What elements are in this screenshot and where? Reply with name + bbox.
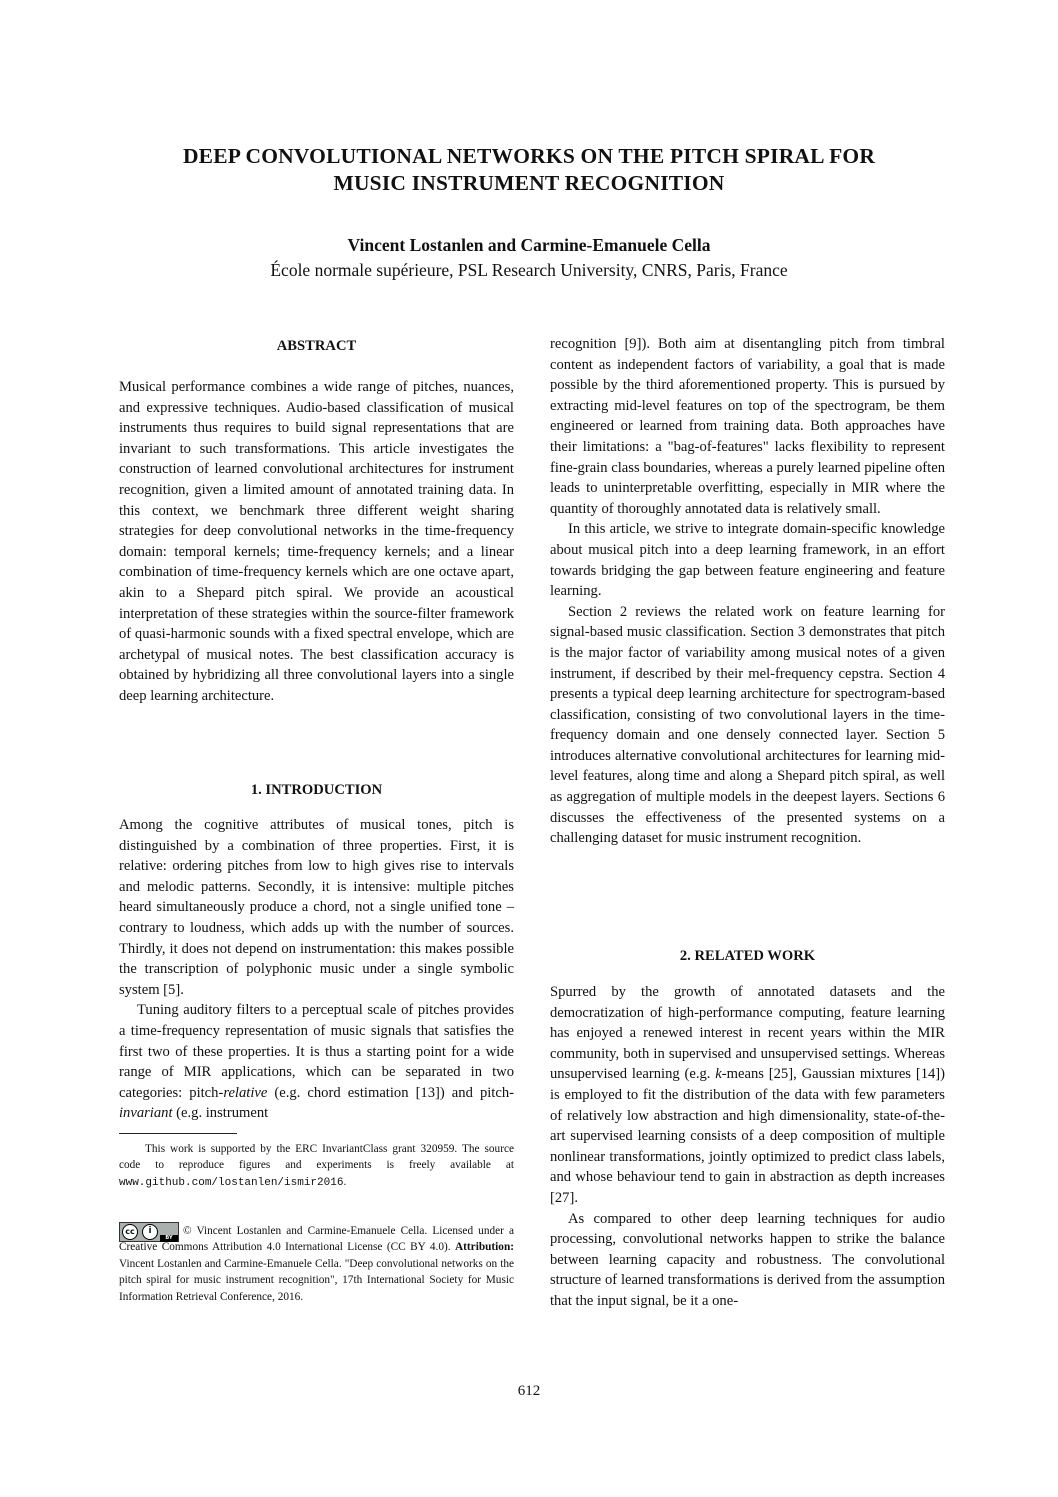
page-number: 612	[517, 1383, 541, 1399]
right-column-intro	[550, 334, 945, 849]
attribution-person-icon: i	[142, 1224, 158, 1240]
introduction-body	[119, 815, 514, 1124]
by-label: BY	[160, 1235, 178, 1242]
authors: Vincent Lostanlen and Carmine-Emanuele Cella	[347, 235, 711, 255]
footnote-license: © Vincent Lostanlen and Carmine-Emanuele Cella. Licensed under a Creative Commons Attribution 4.0 International License (CC BY 4.0). Attribution: Vincent Lostanlen and Carmine-Emanuele Cella. "Deep convolutional networks on the pitch spiral for music instrument recognition", 17th International Society for Music Information Retrieval Conference, 2016.	[119, 1225, 514, 1303]
related-paragraph-1: Spurred by the growth of annotated datasets and the democratization of high-performance computing, feature learning has enjoyed a renewed interest in recent years within the MIR community, both in supervised and unsupervised settings. Whereas unsupervised learning (e.g. k-means [25], Gaussian mixtures [14]) is employed to fit the distribution of the data with few parameters of relatively low abstraction and high dimensionality, state-of-the-art supervised learning consists of a deep composition of multiple nonlinear transformations, jointly optimized to predict class labels, and whose behaviour tend to gain in abstraction as depth increases [27].	[550, 984, 946, 1206]
intro-paragraph-2: Tuning auditory filters to a perceptual scale of pitches provides a time-frequency representation of music signals that satisfies the first two of these properties. It is thus a starting point for a wide range of MIR applications, which can be separated in two categories: pitch-relative (e.g. chord estimation [13]) and pitch-invariant (e.g. instrument	[119, 1002, 514, 1122]
source-code-url: www.github.com/lostanlen/ismir2016	[119, 1176, 344, 1189]
related-work-body	[550, 982, 945, 1312]
cc-icon: cc	[122, 1224, 138, 1240]
introduction-heading: 1. INTRODUCTION	[250, 782, 383, 798]
related-work-heading: 2. RELATED WORK	[679, 948, 816, 964]
title-line-2: MUSIC INSTRUMENT RECOGNITION	[333, 171, 725, 195]
paper-title	[0, 143, 1058, 197]
affiliation: École normale supérieure, PSL Research University, CNRS, Paris, France	[270, 260, 788, 280]
abstract-body	[119, 377, 514, 707]
intro-paragraph-1: Among the cognitive attributes of musical tones, pitch is distinguished by a combination of three properties. First, it is relative: ordering pitches from low to high gives rise to intervals and melodic patterns. Secondly, it is intensive: multiple pitches heard simultaneously produce a chord, not a single unified tone – contrary to loudness, which adds up with the number of sources. Thirdly, it does not depend on instrumentation: this makes possible the transcription of polyphonic music under a single symbolic system [5].	[119, 817, 514, 998]
abstract-heading: ABSTRACT	[276, 338, 357, 354]
intro-paragraph-4: In this article, we strive to integrate domain-specific knowledge about musical pitch into a deep learning framework, in an effort towards bridging the gap between feature engineering and feature learning.	[550, 521, 945, 600]
title-line-1: DEEP CONVOLUTIONAL NETWORKS ON THE PITCH SPIRAL FOR	[182, 144, 876, 168]
related-paragraph-2: As compared to other deep learning techniques for audio processing, convolutional networks happen to strike the balance between learning capacity and robustness. The convolutional structure of learned transformations is derived from the assumption that the input signal, be it a one-	[550, 1210, 945, 1309]
intro-paragraph-5: Section 2 reviews the related work on feature learning for signal-based music classification. Section 3 demonstrates that pitch is the major factor of variability among musical notes of a given instrument, if described by their mel-frequency cepstra. Section 4 presents a typical deep learning architecture for spectrogram-based classification, consisting of two convolutional layers in the time-frequency domain and one densely connected layer. Section 5 introduces alternative convolutional architectures for learning mid-level features, along time and along a Shepard pitch spiral, as well as aggregation of multiple models in the deepest layers. Sections 6 discusses the effectiveness of the presented systems on a challenging dataset for music instrument recognition.	[550, 603, 945, 847]
footnote-funding: This work is supported by the ERC InvariantClass grant 320959. The source code to reproduce figures and experiments is freely available at www.github.com/lostanlen/ismir2016.	[119, 1143, 514, 1189]
abstract-text: Musical performance combines a wide range of pitches, nuances, and expressive techniques. Audio-based classification of musical instruments thus requires to build signal representations that are invariant to such transformations. This article investigates the construction of learned convolutional architectures for instrument recognition, given a limited amount of annotated training data. In this context, we benchmark three different weight sharing strategies for deep convolutional networks in the time-frequency domain: temporal kernels; time-frequency kernels; and a linear combination of time-frequency kernels which are one octave apart, akin to a Shepard pitch spiral. We provide an acoustical interpretation of these strategies within the source-filter framework of quasi-harmonic sounds with a fixed spectral envelope, which are archetypal of musical notes. The best classification accuracy is obtained by hybridizing all three convolutional layers into a single deep learning architecture.	[119, 379, 514, 704]
intro-paragraph-3: recognition [9]). Both aim at disentangling pitch from timbral content as independent factors of variability, a goal that is made possible by the third aforementioned property. This is pursued by extracting mid-level features on top of the spectrogram, be them engineered or learned from training data. Both approaches have their limitations: a "bag-of-features" lacks flexibility to represent fine-grain class boundaries, whereas a purely learned pipeline often leads to uninterpretable overfitting, especially in MIR where the quantity of thoroughly annotated data is relatively small.	[550, 336, 945, 517]
footnote-rule	[119, 1133, 237, 1134]
